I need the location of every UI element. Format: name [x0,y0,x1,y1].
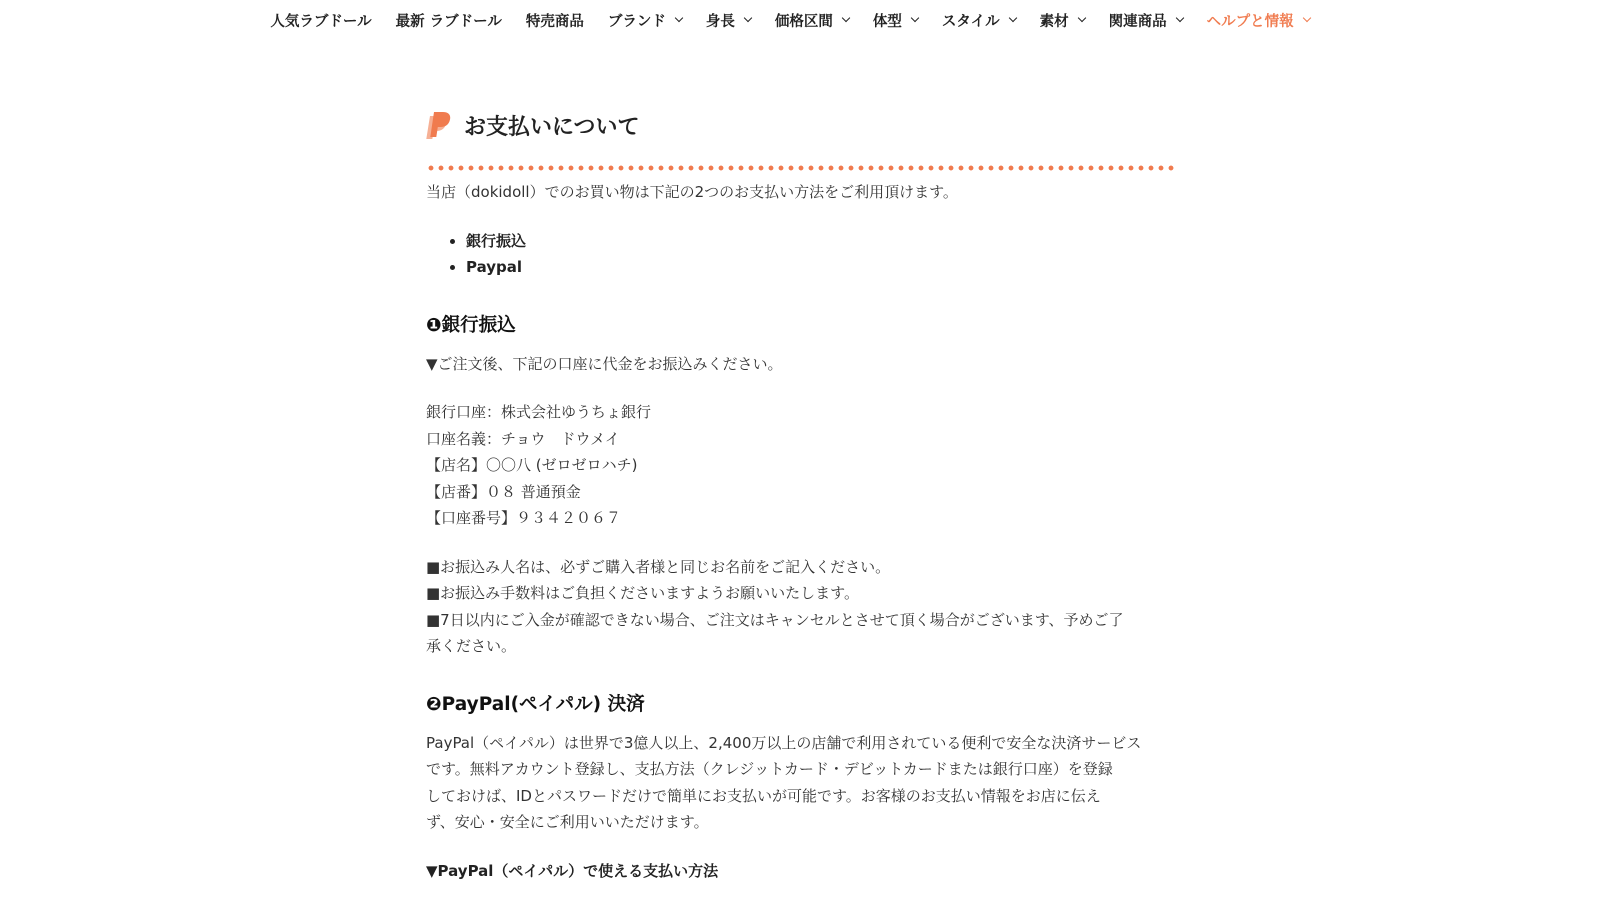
chevron-down-icon [1302,14,1310,22]
paypal-methods-subheading: ▼PayPal（ペイパル）で使える支払い方法 [426,861,719,880]
nav-item-label: 最新 ラブドール [395,13,502,30]
main-content [426,105,1176,884]
nav-item-help-info[interactable] [1207,10,1310,31]
note-line: ■お振込み人名は、必ずご購入者様と同じお名前をご記入ください。 [426,557,891,576]
nav-item-label: 関連商品 [1108,13,1167,30]
note-line: ■7日以内にご入金が確認できない場合、ご注文はキャンセルとさせて頂く場合がございます、予めご了 [426,610,1124,629]
nav-item-label: 体型 [872,13,902,30]
nav-item-price-range[interactable] [775,10,849,31]
paypal-desc-line: PayPal（ペイパル）は世界で3億人以上、2,400万以上の店舗で利用されている便利で安全な決済サービス [426,733,1142,752]
note-line: 承ください。 [426,637,517,655]
list-item: • Paypal [466,254,1176,281]
chevron-down-icon [842,14,850,22]
nav-item-height[interactable] [706,10,751,31]
paypal-heading: ❷PayPal(ペイパル) 決済 [426,693,645,715]
nav-item-material[interactable] [1040,10,1085,31]
paypal-desc-line: ず、安心・安全にご利用いいただけます。 [426,813,709,831]
note-line: ■お振込み手数料はご負担くださいますようお願いいたします。 [426,584,859,602]
page-title-row [426,105,1176,145]
bank-info-line: 【店名】〇〇八 (ゼロゼロハチ) [426,456,638,474]
bank-transfer-intro: ▼ご注文後、下記の口座に代金をお振込みください。 [426,354,783,373]
bank-account-info [426,399,1176,532]
nav-item-label: 人気ラブドール [270,13,372,30]
chevron-down-icon [1008,14,1016,22]
list-item: • 銀行振込 [466,228,1176,255]
nav-item-body-type[interactable] [873,10,918,31]
main-navigation [0,0,1600,40]
bank-info-line: 銀行口座：株式会社ゆうちょ銀行 [426,403,652,421]
nav-item-style[interactable] [942,10,1016,31]
bank-info-line: 【口座番号】９３４２０６７ [426,509,622,527]
chevron-down-icon [1175,14,1183,22]
nav-list [258,10,1321,31]
nav-item-label: 素材 [1039,13,1069,30]
bank-transfer-notes [426,554,1176,660]
paypal-description [426,730,1176,836]
nav-item-popular-dolls[interactable] [270,10,371,31]
nav-item-brand[interactable] [608,10,682,31]
nav-item-sale[interactable] [526,10,584,31]
nav-item-label: 特売商品 [525,13,584,30]
bank-info-line: 【店番】０８ 普通預金 [426,482,581,501]
chevron-down-icon [1077,14,1085,22]
chevron-down-icon [675,14,683,22]
intro-text: 当店（dokidoll）でのお買い物は下記の2つのお支払い方法をご利用頂けます。 [426,183,958,201]
page-title: お支払いについて [464,114,640,140]
paypal-desc-line: しておけば、IDとパスワードだけで簡単にお支払いが可能です。お客様のお支払い情報をお店に伝え [426,786,1101,805]
dotted-divider [426,165,1178,171]
nav-item-label: ブランド [607,13,666,30]
chevron-down-icon [744,14,752,22]
nav-item-label: 価格区間 [774,13,833,30]
nav-item-label: ヘルプと情報 [1206,13,1294,30]
paypal-icon [426,110,452,140]
bank-info-line: 口座名義：チョウ ドウメイ [426,429,620,448]
nav-item-label: スタイル [941,13,1000,30]
nav-item-related-products[interactable] [1109,10,1183,31]
nav-item-new-dolls[interactable] [396,10,502,31]
chevron-down-icon [911,14,919,22]
payment-method-list [426,228,1176,281]
nav-item-label: 身長 [705,13,735,30]
bank-transfer-heading: ❶銀行振込 [426,314,516,336]
paypal-desc-line: です。無料アカウント登録し、支払方法（クレジットカード・デビットカードまたは銀行口座）を登録 [426,760,1113,778]
